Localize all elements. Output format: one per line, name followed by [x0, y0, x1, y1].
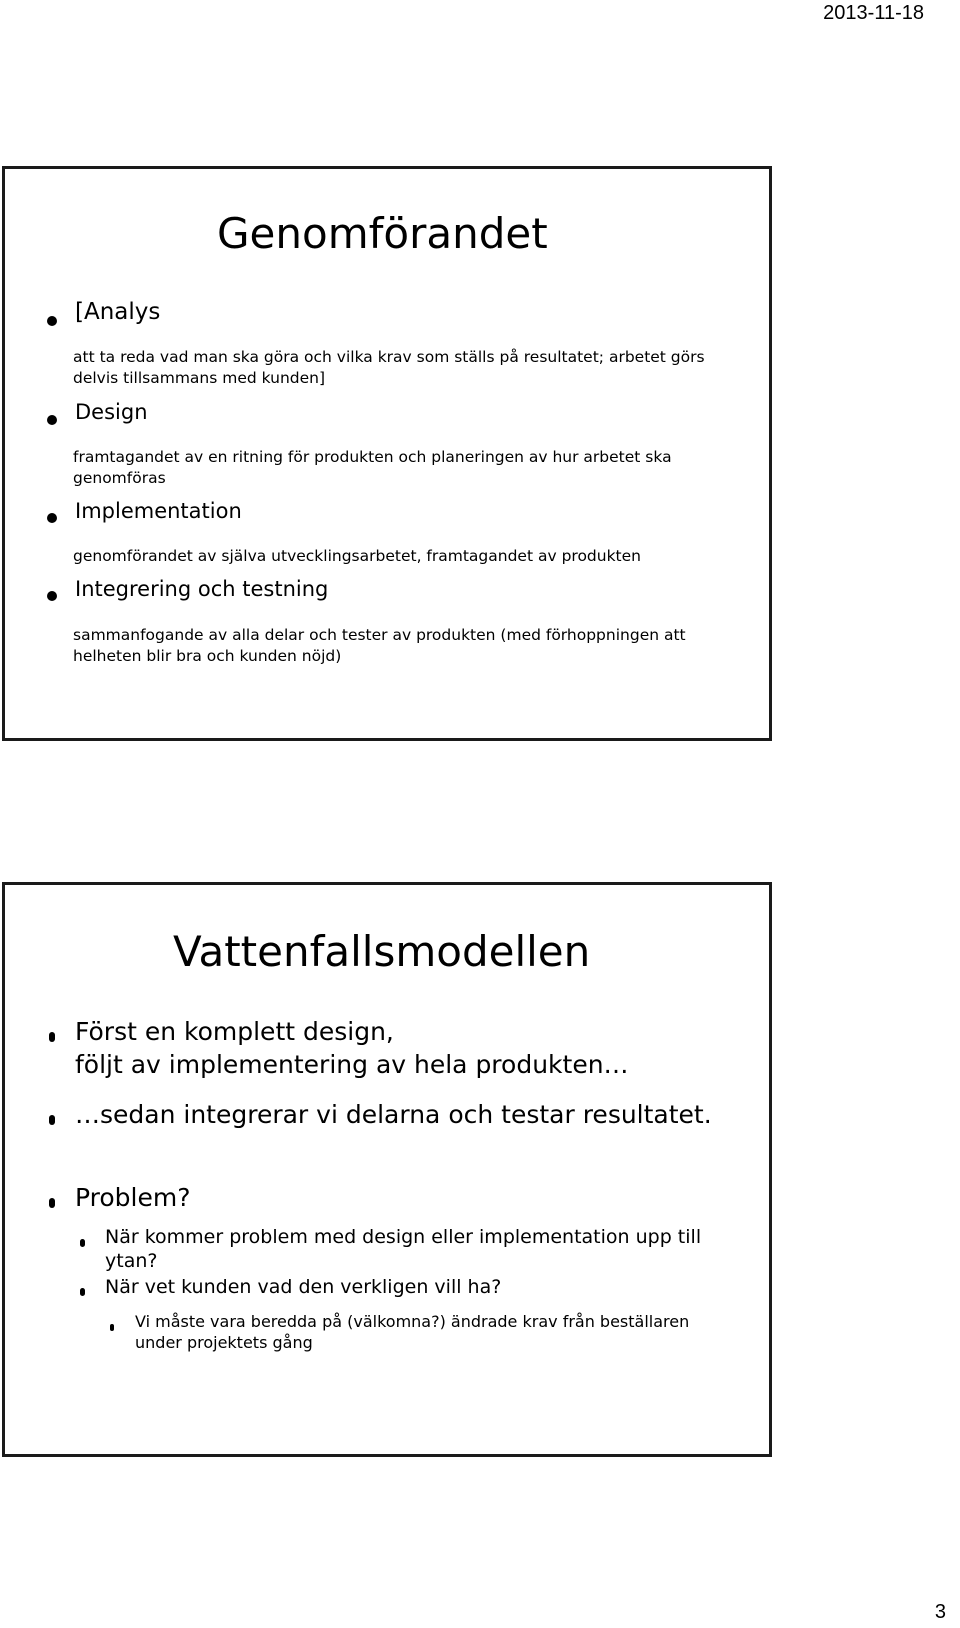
bullet-dot [49, 1032, 55, 1042]
sub-sub-bullet-beredda: Vi måste vara beredda på (välkomna?) ändrade krav från beställaren under projektets gång [135, 1312, 690, 1352]
sub-bullet-nar-kommer-problem: När kommer problem med design eller implementation upp till ytan? [105, 1226, 702, 1272]
sub-bullet-dot [80, 1288, 85, 1296]
bullet-description-integrering: sammanfogande av alla delar och tester av produkten (med förhoppningen att helheten blir bra och kunden nöjd) [73, 626, 686, 665]
page-number: 3 [934, 1601, 946, 1623]
bullet-dot [49, 1198, 55, 1208]
bullet-description-design: framtagandet av en ritning för produkten och planeringen av hur arbetet ska genomföras [73, 448, 672, 487]
slide-title: Genomförandet [217, 209, 548, 258]
bullet-dot [47, 415, 57, 425]
bullet-description-implementation: genomförandet av själva utvecklingsarbetet, framtagandet av produkten [73, 547, 641, 565]
bullet-dot [47, 316, 57, 326]
bullet-forst-komplett-design: Först en komplett design, [75, 1017, 394, 1046]
bullet-dot [47, 513, 57, 523]
page-date: 2013-11-18 [823, 2, 924, 24]
bullet-heading-design: Design [75, 400, 148, 424]
bullet-heading-integrering: Integrering och testning [75, 577, 329, 601]
bullet-heading-implementation: Implementation [75, 499, 242, 523]
sub-bullet-dot [80, 1239, 85, 1247]
bullet-foljt-av-implementering: följt av implementering av hela produkten… [75, 1050, 629, 1079]
slide-vattenfallsmodellen [2, 882, 772, 1457]
bullet-heading-analys: [Analys [75, 299, 161, 325]
sub-sub-bullet-dot [110, 1324, 114, 1331]
sub-bullet-nar-vet-kunden: När vet kunden vad den verkligen vill ha? [105, 1276, 502, 1298]
slide-genomforandet [2, 166, 772, 741]
bullet-description-analys: att ta reda vad man ska göra och vilka krav som ställs på resultatet; arbetet görs delvis tillsammans med kunden] [73, 348, 705, 387]
slide-title: Vattenfallsmodellen [173, 927, 591, 976]
bullet-dot [47, 591, 57, 601]
bullet-dot [49, 1115, 55, 1125]
bullet-problem: Problem? [75, 1183, 191, 1212]
bullet-sedan-integrerar: …sedan integrerar vi delarna och testar resultatet. [75, 1100, 712, 1129]
